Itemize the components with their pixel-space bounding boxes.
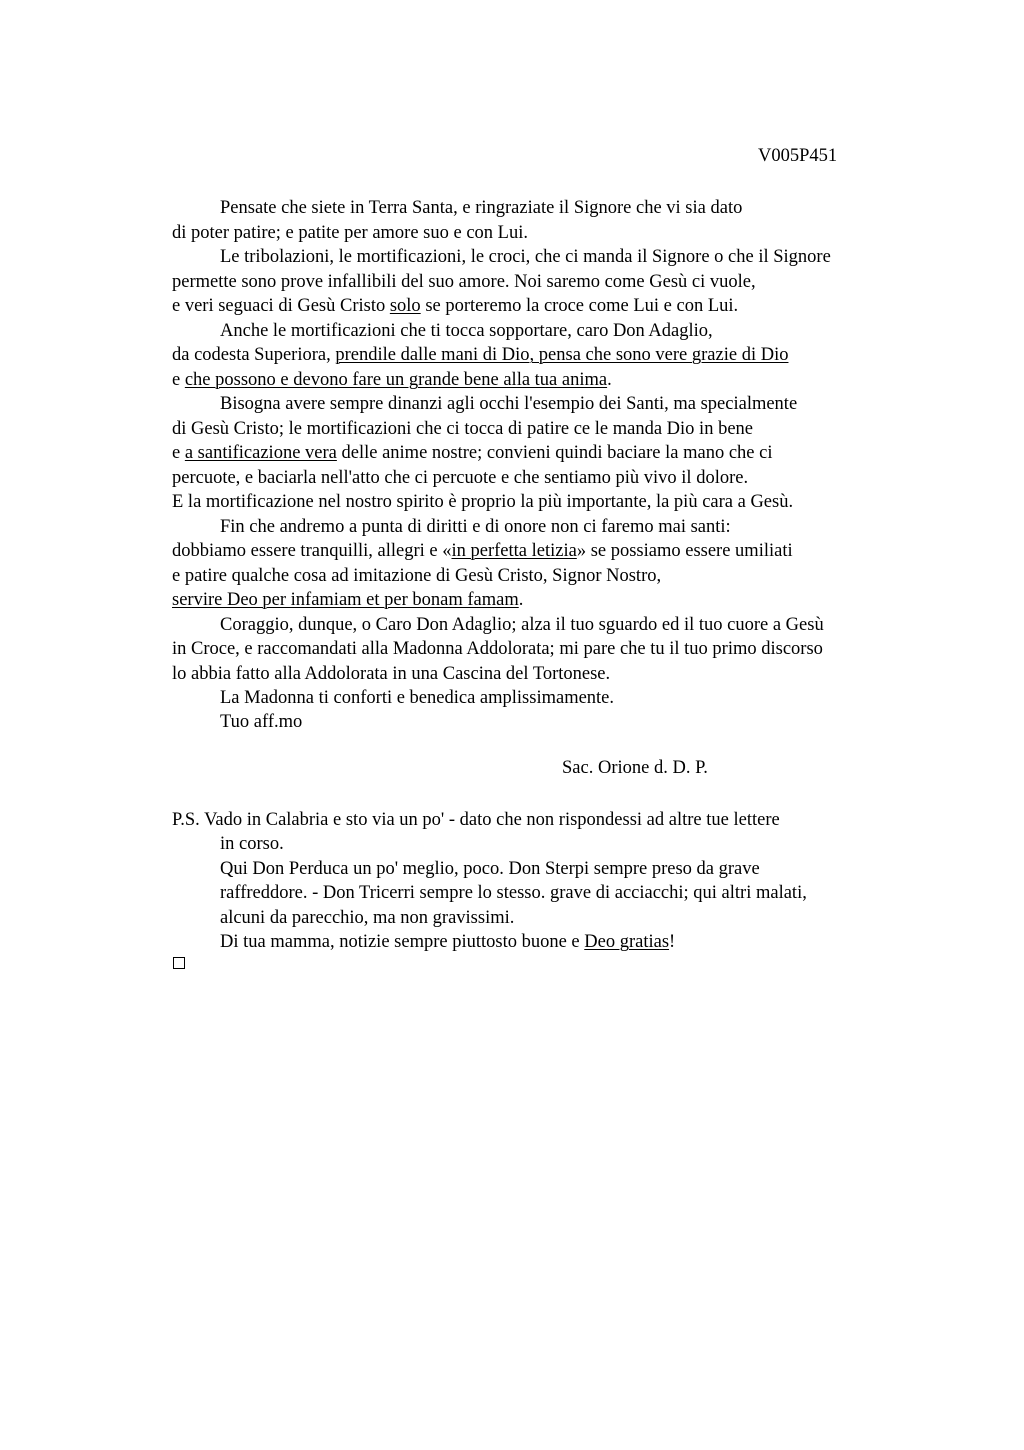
text-segment: dobbiamo essere tranquilli, allegri e « bbox=[172, 541, 452, 561]
underlined-text: Deo gratias bbox=[584, 932, 670, 952]
text-segment: e veri seguaci di Gesù Cristo bbox=[172, 296, 390, 316]
paragraph-1-line-2: di poter patire; e patite per amore suo e con Lui. bbox=[172, 223, 528, 243]
text-segment: » se possiamo essere umiliati bbox=[576, 541, 793, 561]
postscript-line-2: in corso. bbox=[220, 834, 284, 854]
text-segment: da codesta Superiora, bbox=[172, 345, 336, 365]
closing-salutation: Tuo aff.mo bbox=[220, 712, 303, 732]
document-reference-code: V005P451 bbox=[758, 146, 838, 166]
paragraph-1-line-1: Pensate che siete in Terra Santa, e ringraziate il Signore che vi sia dato bbox=[220, 198, 743, 218]
postscript-line-4: raffreddore. - Don Tricerri sempre lo stesso. grave di acciacchi; qui altri malati, bbox=[220, 883, 807, 903]
underlined-text: servire Deo per infamiam et per bonam famam bbox=[172, 590, 519, 610]
text-segment: . bbox=[518, 590, 524, 610]
text-segment: ! bbox=[669, 932, 676, 952]
paragraph-3-line-3 bbox=[172, 368, 612, 393]
paragraph-5-line-3: e patire qualche cosa ad imitazione di Gesù Cristo, Signor Nostro, bbox=[172, 566, 662, 586]
paragraph-4-line-4: percuote, e baciarla nell'atto che ci percuote e che sentiamo più vivo il dolore. bbox=[172, 468, 749, 488]
paragraph-6-line-3: lo abbia fatto alla Addolorata in una Cascina del Tortonese. bbox=[172, 664, 611, 684]
paragraph-4-line-3 bbox=[172, 441, 772, 466]
paragraph-5-line-2 bbox=[172, 539, 793, 564]
paragraph-2-line-3 bbox=[172, 294, 738, 319]
text-segment: e bbox=[172, 443, 185, 463]
postscript-line-3: Qui Don Perduca un po' meglio, poco. Don Sterpi sempre preso da grave bbox=[220, 859, 760, 879]
paragraph-5-line-4 bbox=[172, 588, 523, 613]
end-of-document-square bbox=[173, 957, 185, 969]
paragraph-4-line-2: di Gesù Cristo; le mortificazioni che ci tocca di patire ce le manda Dio in bene bbox=[172, 419, 753, 439]
paragraph-2-line-2: permette sono prove infallibili del suo amore. Noi saremo come Gesù ci vuole, bbox=[172, 272, 756, 292]
underlined-text: in perfetta letizia bbox=[451, 541, 577, 561]
paragraph-3-line-1: Anche le mortificazioni che ti tocca sopportare, caro Don Adaglio, bbox=[220, 321, 713, 341]
signature: Sac. Orione d. D. P. bbox=[562, 758, 708, 778]
text-segment: delle anime nostre; convieni quindi baciare la mano che ci bbox=[336, 443, 773, 463]
paragraph-6-line-2: in Croce, e raccomandati alla Madonna Addolorata; mi pare che tu il tuo primo discorso bbox=[172, 639, 823, 659]
postscript-line-5: alcuni da parecchio, ma non gravissimi. bbox=[220, 908, 515, 928]
underlined-text: a santificazione vera bbox=[184, 443, 337, 463]
paragraph-4-line-5: E la mortificazione nel nostro spirito è proprio la più importante, la più cara a Gesù. bbox=[172, 492, 794, 512]
paragraph-2-line-1: Le tribolazioni, le mortificazioni, le croci, che ci manda il Signore o che il Signore bbox=[220, 247, 831, 267]
text-segment: . bbox=[607, 370, 612, 390]
postscript-line-1: P.S. Vado in Calabria e sto via un po' - dato che non rispondessi ad altre tue lettere bbox=[172, 810, 780, 830]
paragraph-4-line-1: Bisogna avere sempre dinanzi agli occhi l'esempio dei Santi, ma specialmente bbox=[220, 394, 798, 414]
paragraph-5-line-1: Fin che andremo a punta di diritti e di onore non ci faremo mai santi: bbox=[220, 517, 731, 537]
paragraph-7: La Madonna ti conforti e benedica amplissimamente. bbox=[220, 688, 615, 708]
paragraph-6-line-1: Coraggio, dunque, o Caro Don Adaglio; alza il tuo sguardo ed il tuo cuore a Gesù bbox=[220, 615, 824, 635]
underlined-text: che possono e devono fare un grande bene alla tua anima bbox=[184, 370, 608, 390]
text-segment: se porteremo la croce come Lui e con Lui. bbox=[420, 296, 739, 316]
text-segment: Di tua mamma, notizie sempre piuttosto buone e bbox=[220, 932, 585, 952]
underlined-text: prendile dalle mani di Dio, pensa che sono vere grazie di Dio bbox=[335, 345, 789, 365]
paragraph-3-line-2 bbox=[172, 343, 788, 368]
postscript-line-6 bbox=[220, 930, 675, 955]
text-segment: e bbox=[172, 370, 185, 390]
underlined-text: solo bbox=[389, 296, 421, 316]
